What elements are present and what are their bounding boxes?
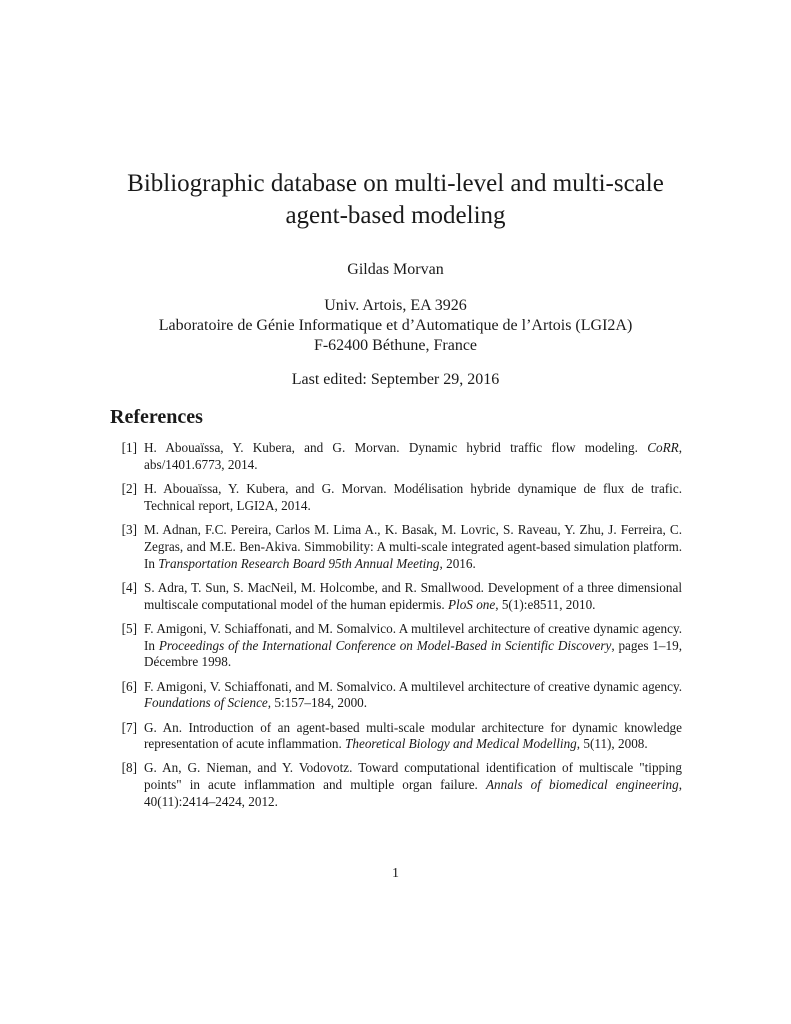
paper-title xyxy=(0,168,791,232)
last-edited-date: Last edited: September 29, 2016 xyxy=(291,371,500,388)
reference-text: G. An. Introduction of an agent-based multi-scale modular architecture for dynamic knowledge representation of acute inflammation. Theoretical Biology and Medical Modelling, 5(11), 2008. xyxy=(144,719,682,752)
affiliation-line-3: F-62400 Béthune, France xyxy=(313,337,478,354)
references-heading: References xyxy=(110,406,203,428)
reference-number: [3] xyxy=(121,521,137,537)
reference-text: G. An, G. Nieman, and Y. Vodovotz. Toward computational identification of multiscale "tipping points" in acute inflammation and multiple organ failure. Annals of biomedical engineering, 40(11):2414–2424, 2012. xyxy=(144,760,682,810)
affiliation-line-1: Univ. Artois, EA 3926 xyxy=(324,297,467,314)
author-name: Gildas Morvan xyxy=(347,261,444,278)
reference-text: F. Amigoni, V. Schiaffonati, and M. Somalvico. A multilevel architecture of creative dynamic agency. Foundations of Science, 5:157–184, 2000. xyxy=(144,678,682,711)
reference-text: M. Adnan, F.C. Pereira, Carlos M. Lima A., K. Basak, M. Lovric, S. Raveau, Y. Zhu, J. Ferreira, C. Zegras, and M.E. Ben-Akiva. Simmobility: A multi-scale integrated agent-based simulation platform. In Transportation Research Board 95th Annual Meeting, 2016. xyxy=(144,521,682,571)
reference-text: S. Adra, T. Sun, S. MacNeil, M. Holcombe, and R. Smallwood. Development of a three dimensional multiscale computational model of the human epidermis. PloS one, 5(1):e8511, 2010. xyxy=(144,579,682,612)
reference-number: [8] xyxy=(121,760,137,776)
reference-number: [1] xyxy=(121,440,137,455)
reference-item xyxy=(110,679,682,713)
reference-item xyxy=(110,440,682,474)
reference-item xyxy=(110,522,682,572)
reference-list xyxy=(110,440,682,818)
reference-venue: Foundations of Science xyxy=(144,695,268,711)
reference-text: H. Abouaïssa, Y. Kubera, and G. Morvan. Modélisation hybride dynamique de flux de trafic. Technical report, LGI2A, 2014. xyxy=(144,480,682,513)
reference-number: [6] xyxy=(121,678,137,694)
title-block xyxy=(0,168,791,390)
reference-venue: Proceedings of the International Conference on Model-Based in Scientific Discovery xyxy=(158,637,612,653)
reference-item xyxy=(110,720,682,754)
reference-number: [5] xyxy=(121,620,137,636)
reference-venue: Theoretical Biology and Medical Modelling xyxy=(345,736,577,752)
affiliation xyxy=(0,296,791,356)
title-line-2: agent-based modeling xyxy=(285,202,506,229)
reference-item xyxy=(110,621,682,671)
affiliation-line-2: Laboratoire de Génie Informatique et d’Automatique de l’Artois (LGI2A) xyxy=(158,317,633,334)
reference-venue: Annals of biomedical engineering xyxy=(485,777,679,793)
page-number: 1 xyxy=(392,866,399,881)
reference-text: H. Abouaïssa, Y. Kubera, and G. Morvan. Dynamic hybrid traffic flow modeling. CoRR, abs/1401.6773, 2014. xyxy=(144,440,682,472)
reference-text: F. Amigoni, V. Schiaffonati, and M. Somalvico. A multilevel architecture of creative dynamic agency. In Proceedings of the International Conference on Model-Based in Scientific Discovery, pages 1–19, Décembre 1998. xyxy=(144,620,682,670)
reference-number: [2] xyxy=(121,480,137,496)
reference-item xyxy=(110,580,682,614)
reference-venue: Transportation Research Board 95th Annual Meeting xyxy=(158,555,440,571)
title-line-1: Bibliographic database on multi-level and multi-scale xyxy=(127,170,664,197)
reference-venue: PloS one xyxy=(447,596,496,612)
reference-item xyxy=(110,760,682,810)
reference-venue: CoRR xyxy=(647,440,679,455)
reference-number: [4] xyxy=(121,579,137,595)
reference-number: [7] xyxy=(121,719,137,735)
reference-item xyxy=(110,481,682,515)
